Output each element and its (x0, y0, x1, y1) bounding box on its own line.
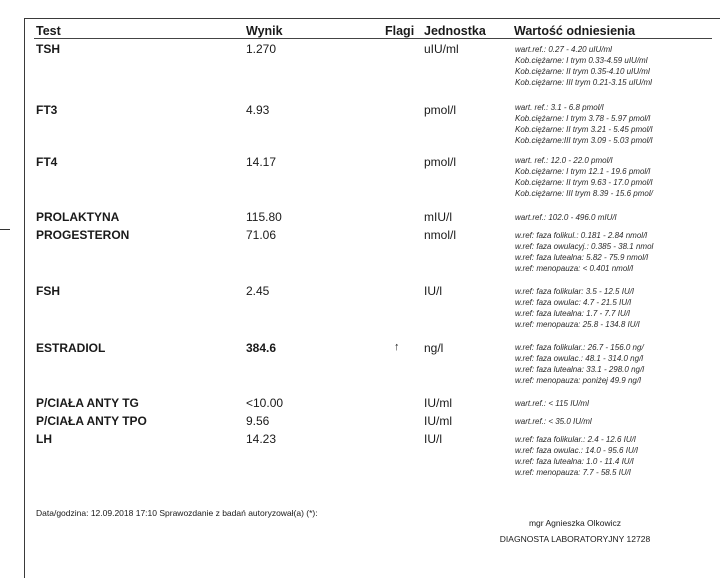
reference-line: Kob.ciężarne: I trym 3.78 - 5.97 pmol/l (515, 114, 651, 123)
test-name: FT3 (36, 103, 58, 117)
test-unit: mIU/l (424, 210, 452, 224)
test-unit: IU/ml (424, 414, 452, 428)
test-name: LH (36, 432, 52, 446)
reference-line: Kob.ciężarne: II trym 0.35-4.10 uIU/ml (515, 67, 650, 76)
header-result: Wynik (246, 24, 283, 38)
report-frame-left-border (24, 18, 25, 578)
reference-line: wart.ref.: < 35.0 IU/ml (515, 417, 592, 426)
test-result: 1.270 (246, 42, 277, 56)
high-flag-arrow-icon: ↑ (394, 341, 400, 353)
test-unit: IU/ml (424, 396, 452, 410)
reference-line: Kob.ciężarne:III trym 3.09 - 5.03 pmol/l (515, 136, 653, 145)
reference-line: wart.ref.: < 115 IU/ml (515, 399, 589, 408)
test-result: 384.6 (246, 341, 277, 355)
reference-line: w.ref: faza owulacyj.: 0.385 - 38.1 nmol (515, 242, 654, 251)
test-name: ESTRADIOL (36, 341, 106, 355)
test-result: <10.00 (246, 396, 284, 410)
test-result: 14.17 (246, 155, 277, 169)
signer-name: mgr Agnieszka Olkowicz (528, 518, 622, 528)
test-name: TSH (36, 42, 60, 56)
reference-line: w.ref: faza owulac.: 14.0 - 95.6 IU/l (515, 446, 638, 455)
reference-values (515, 155, 653, 199)
test-result: 9.56 (246, 414, 270, 428)
header-test: Test (36, 24, 61, 38)
reference-values (515, 434, 638, 478)
reference-line: Kob.ciężarne: II trym 9.63 - 17.0 pmol/l (515, 178, 653, 187)
report-frame-top-border (24, 18, 720, 19)
header-reference: Wartość odniesienia (514, 24, 636, 38)
test-result: 71.06 (246, 228, 277, 242)
reference-line: wart.ref.: 0.27 - 4.20 uIU/ml (515, 45, 612, 54)
reference-line: w.ref: faza lutealna: 33.1 - 298.0 ng/l (515, 365, 644, 374)
reference-line: w.ref: menopauza: < 0.401 nmol/l (515, 264, 634, 273)
header-flags: Flagi (385, 24, 415, 38)
reference-values (515, 286, 640, 330)
reference-line: wart. ref.: 12.0 - 22.0 pmol/l (515, 156, 613, 165)
test-name: P/CIAŁA ANTY TG (36, 396, 139, 410)
reference-values (515, 212, 616, 223)
signer-title: DIAGNOSTA LABORATORYJNY 12728 (499, 534, 651, 544)
test-unit: IU/l (424, 284, 442, 298)
reference-values (515, 44, 652, 88)
reference-line: w.ref: menopauza: poniżej 49.9 ng/l (515, 376, 641, 385)
test-result: 2.45 (246, 284, 270, 298)
header-unit: Jednostka (424, 24, 486, 38)
reference-values (515, 342, 644, 386)
reference-line: w.ref: faza lutealna: 1.0 - 11.4 IU/l (515, 457, 634, 466)
report-datetime: Data/godzina: 12.09.2018 17:10 Sprawozdanie z badań autoryzował(a) (*): (36, 508, 318, 518)
reference-line: w.ref: faza owulac.: 48.1 - 314.0 ng/l (515, 354, 644, 363)
test-unit: IU/l (424, 432, 442, 446)
reference-values (515, 416, 592, 427)
test-unit: nmol/l (424, 228, 457, 242)
reference-line: Kob.ciężarne: III trym 8.39 - 15.6 pmol/ (515, 189, 653, 198)
test-name: PROLAKTYNA (36, 210, 120, 224)
test-unit: pmol/l (424, 155, 457, 169)
reference-line: w.ref: menopauza: 25.8 - 134.8 IU/l (515, 320, 640, 329)
test-name: P/CIAŁA ANTY TPO (36, 414, 147, 428)
reference-line: w.ref: faza lutealna: 1.7 - 7.7 IU/l (515, 309, 630, 318)
test-name: FSH (36, 284, 60, 298)
test-result: 4.93 (246, 103, 270, 117)
test-unit: pmol/l (424, 103, 457, 117)
reference-line: Kob.ciężarne: II trym 3.21 - 5.45 pmol/l (515, 125, 653, 134)
reference-values (515, 230, 653, 274)
reference-line: Kob.ciężarne: I trym 12.1 - 19.6 pmol/l (515, 167, 651, 176)
reference-line: w.ref: faza lutealna: 5.82 - 75.9 nmol/l (515, 253, 648, 262)
reference-line: w.ref: faza folikular.: 2.4 - 12.6 IU/l (515, 435, 636, 444)
reference-line: w.ref: faza owulac: 4.7 - 21.5 IU/l (515, 298, 632, 307)
reference-line: wart.ref.: 102.0 - 496.0 mIU/l (515, 213, 617, 222)
reference-line: wart. ref.: 3.1 - 6.8 pmol/l (515, 103, 604, 112)
test-name: FT4 (36, 155, 58, 169)
test-result: 115.80 (246, 210, 282, 224)
test-result: 14.23 (246, 432, 277, 446)
reference-line: Kob.ciężarne: III trym 0.21-3.15 uIU/ml (515, 78, 652, 87)
test-unit: uIU/ml (424, 42, 459, 56)
reference-line: w.ref: menopauza: 7.7 - 58.5 IU/l (515, 468, 631, 477)
test-unit: ng/l (424, 341, 444, 355)
reference-values (515, 398, 589, 409)
reference-line: Kob.ciężarne: I trym 0.33-4.59 uIU/ml (515, 56, 648, 65)
margin-mark (0, 229, 10, 230)
header-underline (34, 38, 712, 39)
reference-line: w.ref: faza folikular.: 26.7 - 156.0 ng/ (515, 343, 644, 352)
test-name: PROGESTERON (36, 228, 130, 242)
reference-line: w.ref: faza folikular: 3.5 - 12.5 IU/l (515, 287, 634, 296)
reference-values (515, 102, 652, 146)
reference-line: w.ref: faza folikul.: 0.181 - 2.84 nmol/l (515, 231, 648, 240)
